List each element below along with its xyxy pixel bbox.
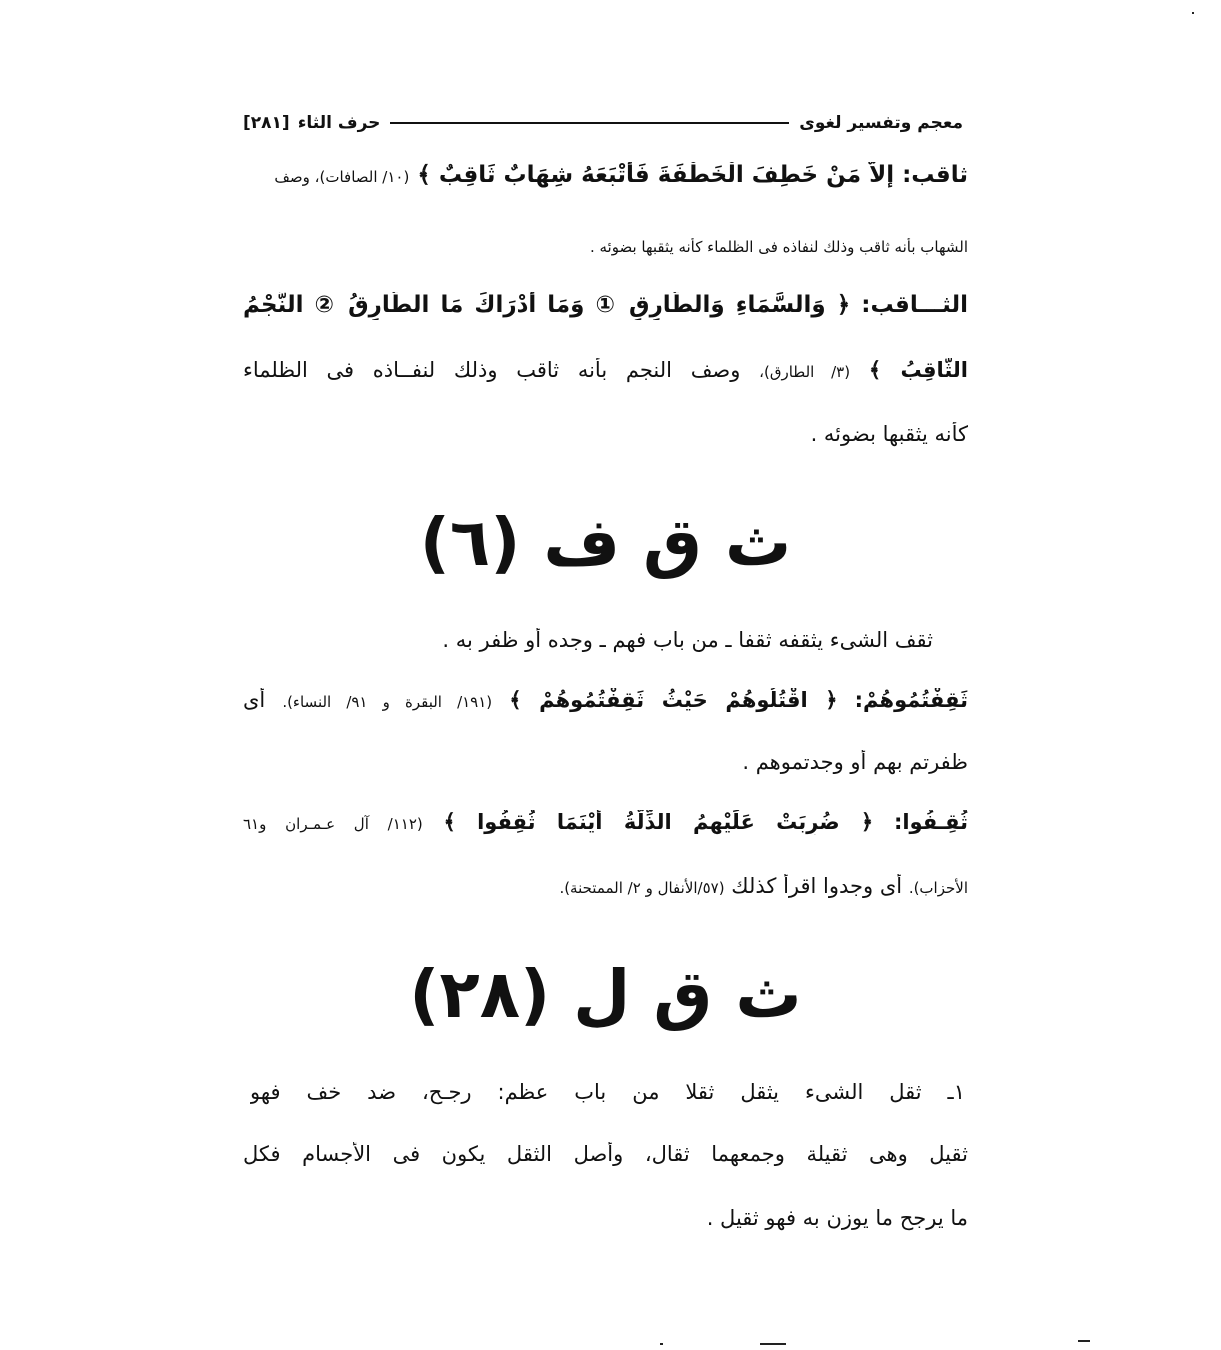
definition-text: أى وجدوا اقرأ كذلك <box>731 874 903 898</box>
entry-headword: الثـــاقب: <box>861 292 968 318</box>
definition-text: أى <box>243 688 266 712</box>
scan-speck <box>760 1343 786 1345</box>
scan-speck <box>1192 12 1194 14</box>
verse-reference: (١٠/ الصافات)، وصف <box>274 168 410 186</box>
quran-verse: الثَّاقِبُ ﴾ <box>868 358 968 382</box>
entry-althaqib-line-3: كأنه يثقبها بضوئه . <box>810 422 968 446</box>
root-thql-line-2: ثقيل وهى ثقيلة وجمعهما ثقال، وأصل الثقل يكون فى الأجسام فكل <box>243 1142 968 1166</box>
entry-thaqiftumuhum-line-2: ظفرتم بهم أو وجدتموهم . <box>742 750 968 774</box>
entry-thuqifu-line-1 <box>243 810 968 835</box>
page-number: [٢٨١] <box>243 113 290 133</box>
root-heading-thql: ث ق ل (٢٨) <box>409 956 802 1033</box>
scan-speck <box>660 1343 663 1345</box>
quran-verse: إلاَّ مَنْ خَطِفَ الْخَطْفَةَ فَأَتْبَعَهُ شِهَابٌ ثَاقِبٌ ﴾ <box>417 162 895 188</box>
definition-text: وصف النجم بأنه ثاقب وذلك لنفــاذه فى الظلماء <box>243 358 741 382</box>
root-thql-line-1: ١ـ ثقل الشىء يثقل ثقلا من باب عظم: رجـح، ضد خف فهو <box>250 1080 965 1104</box>
verse-reference: (٣/ الطارق)، <box>759 363 851 381</box>
quran-verse: ﴿ وَالسَّمَاءِ وَالطَّارِقِ ① وَمَا أَدْرَاكَ مَا الطَّارِقُ ② النَّجْمُ <box>243 292 851 318</box>
verse-reference: الأحزاب). <box>908 879 968 897</box>
root-heading-thqf: ث ق ف (٦) <box>419 504 792 581</box>
verse-reference: (١٩١/ البقرة و ٩١/ النساء). <box>282 693 493 711</box>
quran-verse: ﴿ اقْتُلُوهُمْ حَيْثُ ثَقِفْتُمُوهُمْ ﴾ <box>509 688 838 712</box>
entry-headword: ثُقِـفُوا: <box>893 810 968 834</box>
entry-thaqib-line-1 <box>243 162 968 190</box>
root-thql-line-3: ما يرجح ما يوزن به فهو ثقيل . <box>706 1206 968 1230</box>
verse-reference: (١١٢/ آل عـمـران و٦١ <box>243 815 423 833</box>
entry-thuqifu-line-2 <box>243 874 968 899</box>
entry-althaqib-line-2 <box>243 358 968 383</box>
header-rule <box>390 122 789 124</box>
entry-headword: ثاقب: <box>902 162 968 188</box>
root-thqf-definition: ثقف الشىء يثقفه ثقفا ـ من باب فهم ـ وجده أو ظفر به . <box>442 628 933 652</box>
quran-verse: ﴿ ضُرِبَتْ عَلَيْهِمُ الذِّلَّةُ أَيْنَمَا ثُقِفُوا ﴾ <box>443 810 874 834</box>
scan-speck <box>1078 1340 1090 1342</box>
running-header <box>243 108 963 138</box>
entry-thaqiftumuhum-line-1 <box>243 688 968 713</box>
section-name: حرف الثاء <box>297 113 381 133</box>
entry-thaqib-line-2: الشهاب بأنه ثاقب وذلك لنفاذه فى الظلماء كأنه يثقبها بضوئه . <box>589 238 968 256</box>
entry-althaqib-line-1 <box>243 292 968 320</box>
entry-headword: ثَقِفْتُمُوهُمْ: <box>854 688 968 712</box>
book-title: معجم وتفسير لغوى <box>799 113 963 133</box>
verse-reference: (٥٧/الأنفال و ٢/ الممتحنة). <box>559 879 725 897</box>
